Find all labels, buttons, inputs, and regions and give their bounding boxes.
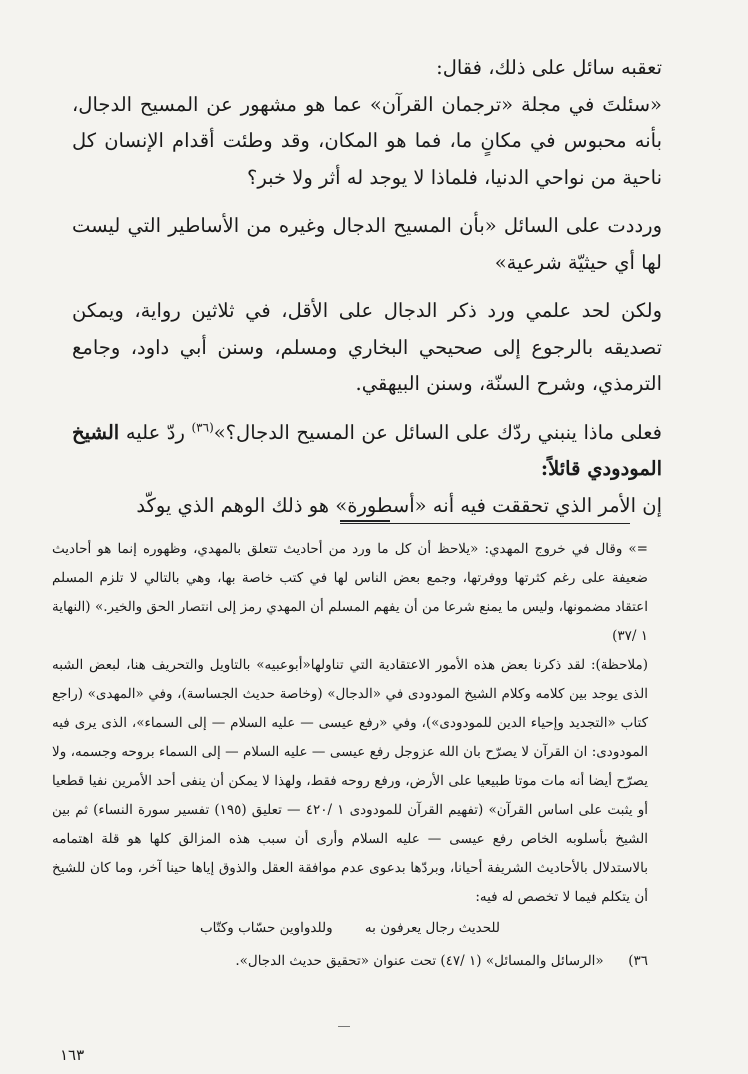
separator-line bbox=[340, 523, 630, 524]
poem-hemistich-first: للحديث رجال يعرفون به bbox=[364, 920, 501, 936]
final-question-reply: ردّ عليه bbox=[125, 420, 192, 444]
footnote-continuation: =» وقال في خروج المهدي: «يلاحظ أن كل ما ورد من أحاديث تتعلق بالمهدي، وظهوره إنما هو أحاديث ضعيفة على رغم كثرتها ووفرتها، وجمع بعض الناس لها في كتب خاصة بها، وهي بالتالي لا تلزم المسلم اعتقاد مضمونها، وليس ما يمنع شرعا من أن يفهم المسلم أن المهدي رمز إلى انتصار الحق والخير.» (النهاية ١ /٣٧) bbox=[52, 541, 648, 644]
final-question-paragraph bbox=[72, 415, 662, 488]
page-number: ١٦٣ bbox=[60, 1046, 85, 1064]
footnote-36 bbox=[52, 947, 648, 976]
footnotes bbox=[52, 535, 648, 976]
answer-paragraph: ورددت على السائل «بأن المسيح الدجال وغيره من الأساطير التي ليست لها أي حيثيّة شرعية» bbox=[72, 214, 662, 274]
poem-hemistich-second: وللدواوين حسّاب وكتّاب bbox=[199, 920, 333, 936]
footnote-36-number: ٣٦) bbox=[628, 953, 648, 969]
footnote-36-text: «الرسائل والمسائل» (١ /٤٧) تحت عنوان «تحقيق حديث الدجال». bbox=[235, 953, 604, 969]
bottom-dash bbox=[338, 1026, 350, 1027]
main-text bbox=[72, 50, 662, 524]
separator-mark bbox=[340, 520, 390, 522]
quote-start-line: إن الأمر الذي تحققت فيه أنه «أسطورة» هو ذلك الوهم الذي يوكّد bbox=[136, 493, 662, 517]
speaker-label: الشيخ المودودي قائلاً: bbox=[72, 420, 662, 480]
poem-verse bbox=[52, 914, 648, 943]
final-question-text: فعلى ماذا ينبني ردّك على السائل عن المسيح الدجال؟» bbox=[213, 420, 662, 444]
footnote-separator bbox=[330, 518, 630, 526]
question-paragraph: «سئلتَ في مجلة «ترجمان القرآن» عما هو مشهور عن المسيح الدجال، بأنه محبوس في مكانٍ ما، فما هو المكان، وقد وطئت أقدام الإنسان كل ناحية من نواحي الدنيا، فلماذا لا يوجد له أثر ولا خبر؟ bbox=[72, 92, 662, 189]
footnote-reference: (٣٦) bbox=[191, 420, 214, 434]
narrations-paragraph: ولكن لحد علمي ورد ذكر الدجال على الأقل، في ثلاثين رواية، ويمكن تصديقه بالرجوع إلى صحيحي البخاري ومسلم، وسنن أبي داود، وجامع الترمذي، وشرح السنّة، وسنن البيهقي. bbox=[72, 299, 662, 395]
footnote-remark: (ملاحظة): لقد ذكرنا بعض هذه الأمور الاعتقادية التي تناولها«أبوعبيه» بالتاويل والتحريف هنا، لبعض الشبه الذى يوجد بين كلامه وكلام الشيخ المودودى في «الدجال» (وخاصة حديث الجساسة)، وفي «المهدى» (راجع كتاب «التجديد وإحياء الدين للمودودى»)، وفي «رفع عيسى — عليه السلام — إلى السماء»، الذى يرى فيه المودودى: ان القرآن لا يصرّح بان الله عزوجل رفع عيسى — عليه السلام — إلى السماء بروحه وجسمه، ولا يصرّح أيضا أنه مات موتا طبيعيا على الأرض، ورفع روحه فقط، ولهذا لا يمكن أن ينفى أحد الأمرين نفيا قطعيا أو يثبت على اساس القرآن» (تفهيم القرآن للمودودى ١ /٤٢٠ — تعليق (١٩٥) تفسير سورة النساء) ثم بين الشيخ بأسلوبه الخاص رفع عيسى — عليه السلام وأرى أن سبب هذه المزالق كلها هو قلة اهتمامه بالاستدلال بالأحاديث الشريفة أحيانا، وبردّها بدعوى عدم موافقة العقل والذوق إياها حينا آخر، وما كان للشيخ أن يتكلم فيما لا تخصص له فيه: bbox=[52, 657, 649, 905]
intro-line: تعقبه سائل على ذلك، فقال: bbox=[436, 56, 662, 79]
